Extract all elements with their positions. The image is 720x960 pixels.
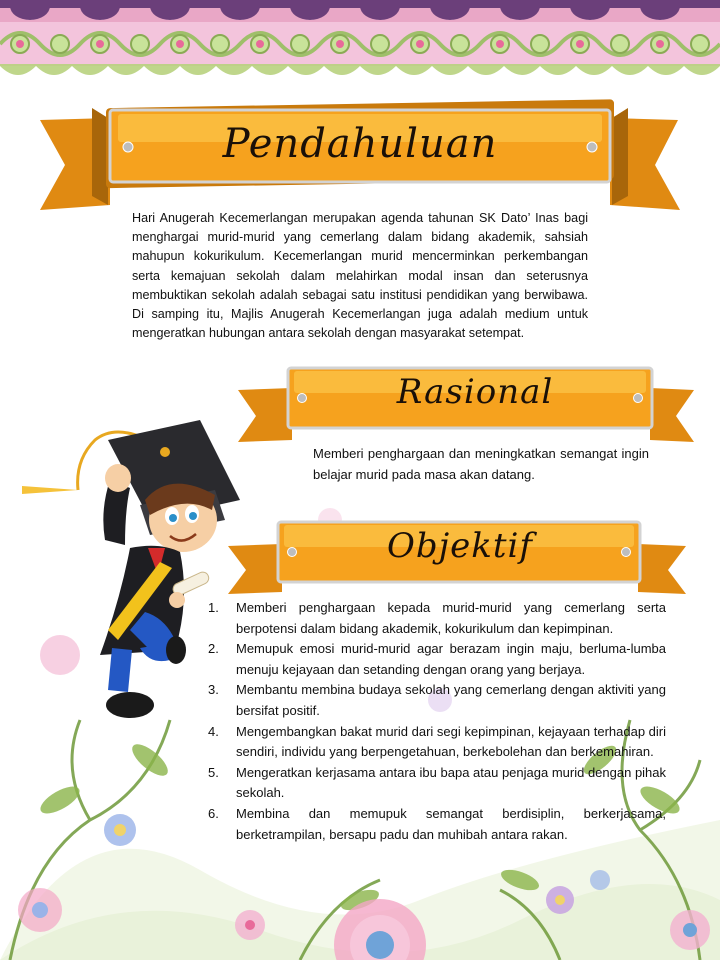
list-item: [208, 804, 666, 845]
list-item-number: 1.: [208, 600, 219, 615]
list-item: [208, 680, 666, 721]
list-item-number: 4.: [208, 723, 219, 739]
banner-title-objektif: Objektif: [386, 526, 534, 566]
list-item-text: Mengeratkan kerjasama antara ibu bapa atau penjaga murid dengan pihak sekolah.: [236, 764, 667, 801]
list-item-text: Mengembangkan bakat murid dari segi kepimpinan, kejayaan terhadap diri sendiri, individu yang berpengetahuan, berkebolehan dan berkemahiran.: [236, 723, 666, 760]
list-item-number: 2.: [208, 641, 219, 657]
list-item-text: Memberi penghargaan kepada murid-murid yang cemerlang serta berpotensi dalam bidang akademik, kokurikulum dan kepimpinan.: [236, 600, 666, 636]
rasional-paragraph: Memberi penghargaan dan meningkatkan semangat ingin belajar murid pada masa akan datang.: [313, 446, 649, 482]
list-item-number: 3.: [208, 682, 219, 698]
list-item: [208, 763, 666, 804]
list-item-number: 5.: [208, 764, 219, 780]
intro-paragraph: Hari Anugerah Kecemerlangan merupakan agenda tahunan SK Dato’ Inas bagi menghargai murid-murid yang cemerlang dalam bidang akademik, sahsiah mahupun kokurikulum. Kecemerlangan murid mencerminkan perkembangan serta kemajuan sekolah dalam melahirkan modal insan dan seterusnya membuktikan sekolah adalah sebagai satu institusi pendidikan yang berwibawa. Di samping itu, Majlis Anugerah Kecemerlangan juga adalah medium untuk mengeratkan hubungan antara sekolah dengan masyarakat setempat.: [132, 211, 588, 341]
list-item: [208, 598, 666, 639]
banner-title-pendahuluan: Pendahuluan: [222, 121, 498, 167]
list-item: [208, 722, 666, 763]
list-item-text: Membina dan memupuk semangat berdisiplin, berkerjasama, berketrampilan, bersapu padu dan muhibah antara rakan.: [236, 805, 666, 842]
banner-title-rasional: Rasional: [396, 372, 554, 412]
objectives-list: [208, 598, 666, 845]
list-item-number: 6.: [208, 805, 219, 821]
list-item-text: Memupuk emosi murid-murid agar berazam ingin maju, berluma-lumba menuju kejayaan dan setanding dengan orang yang berjaya.: [236, 641, 666, 677]
list-item: [208, 639, 666, 680]
list-item-text: Membantu membina budaya sekolah yang cemerlang dengan aktiviti yang bersifat positif.: [236, 682, 666, 718]
